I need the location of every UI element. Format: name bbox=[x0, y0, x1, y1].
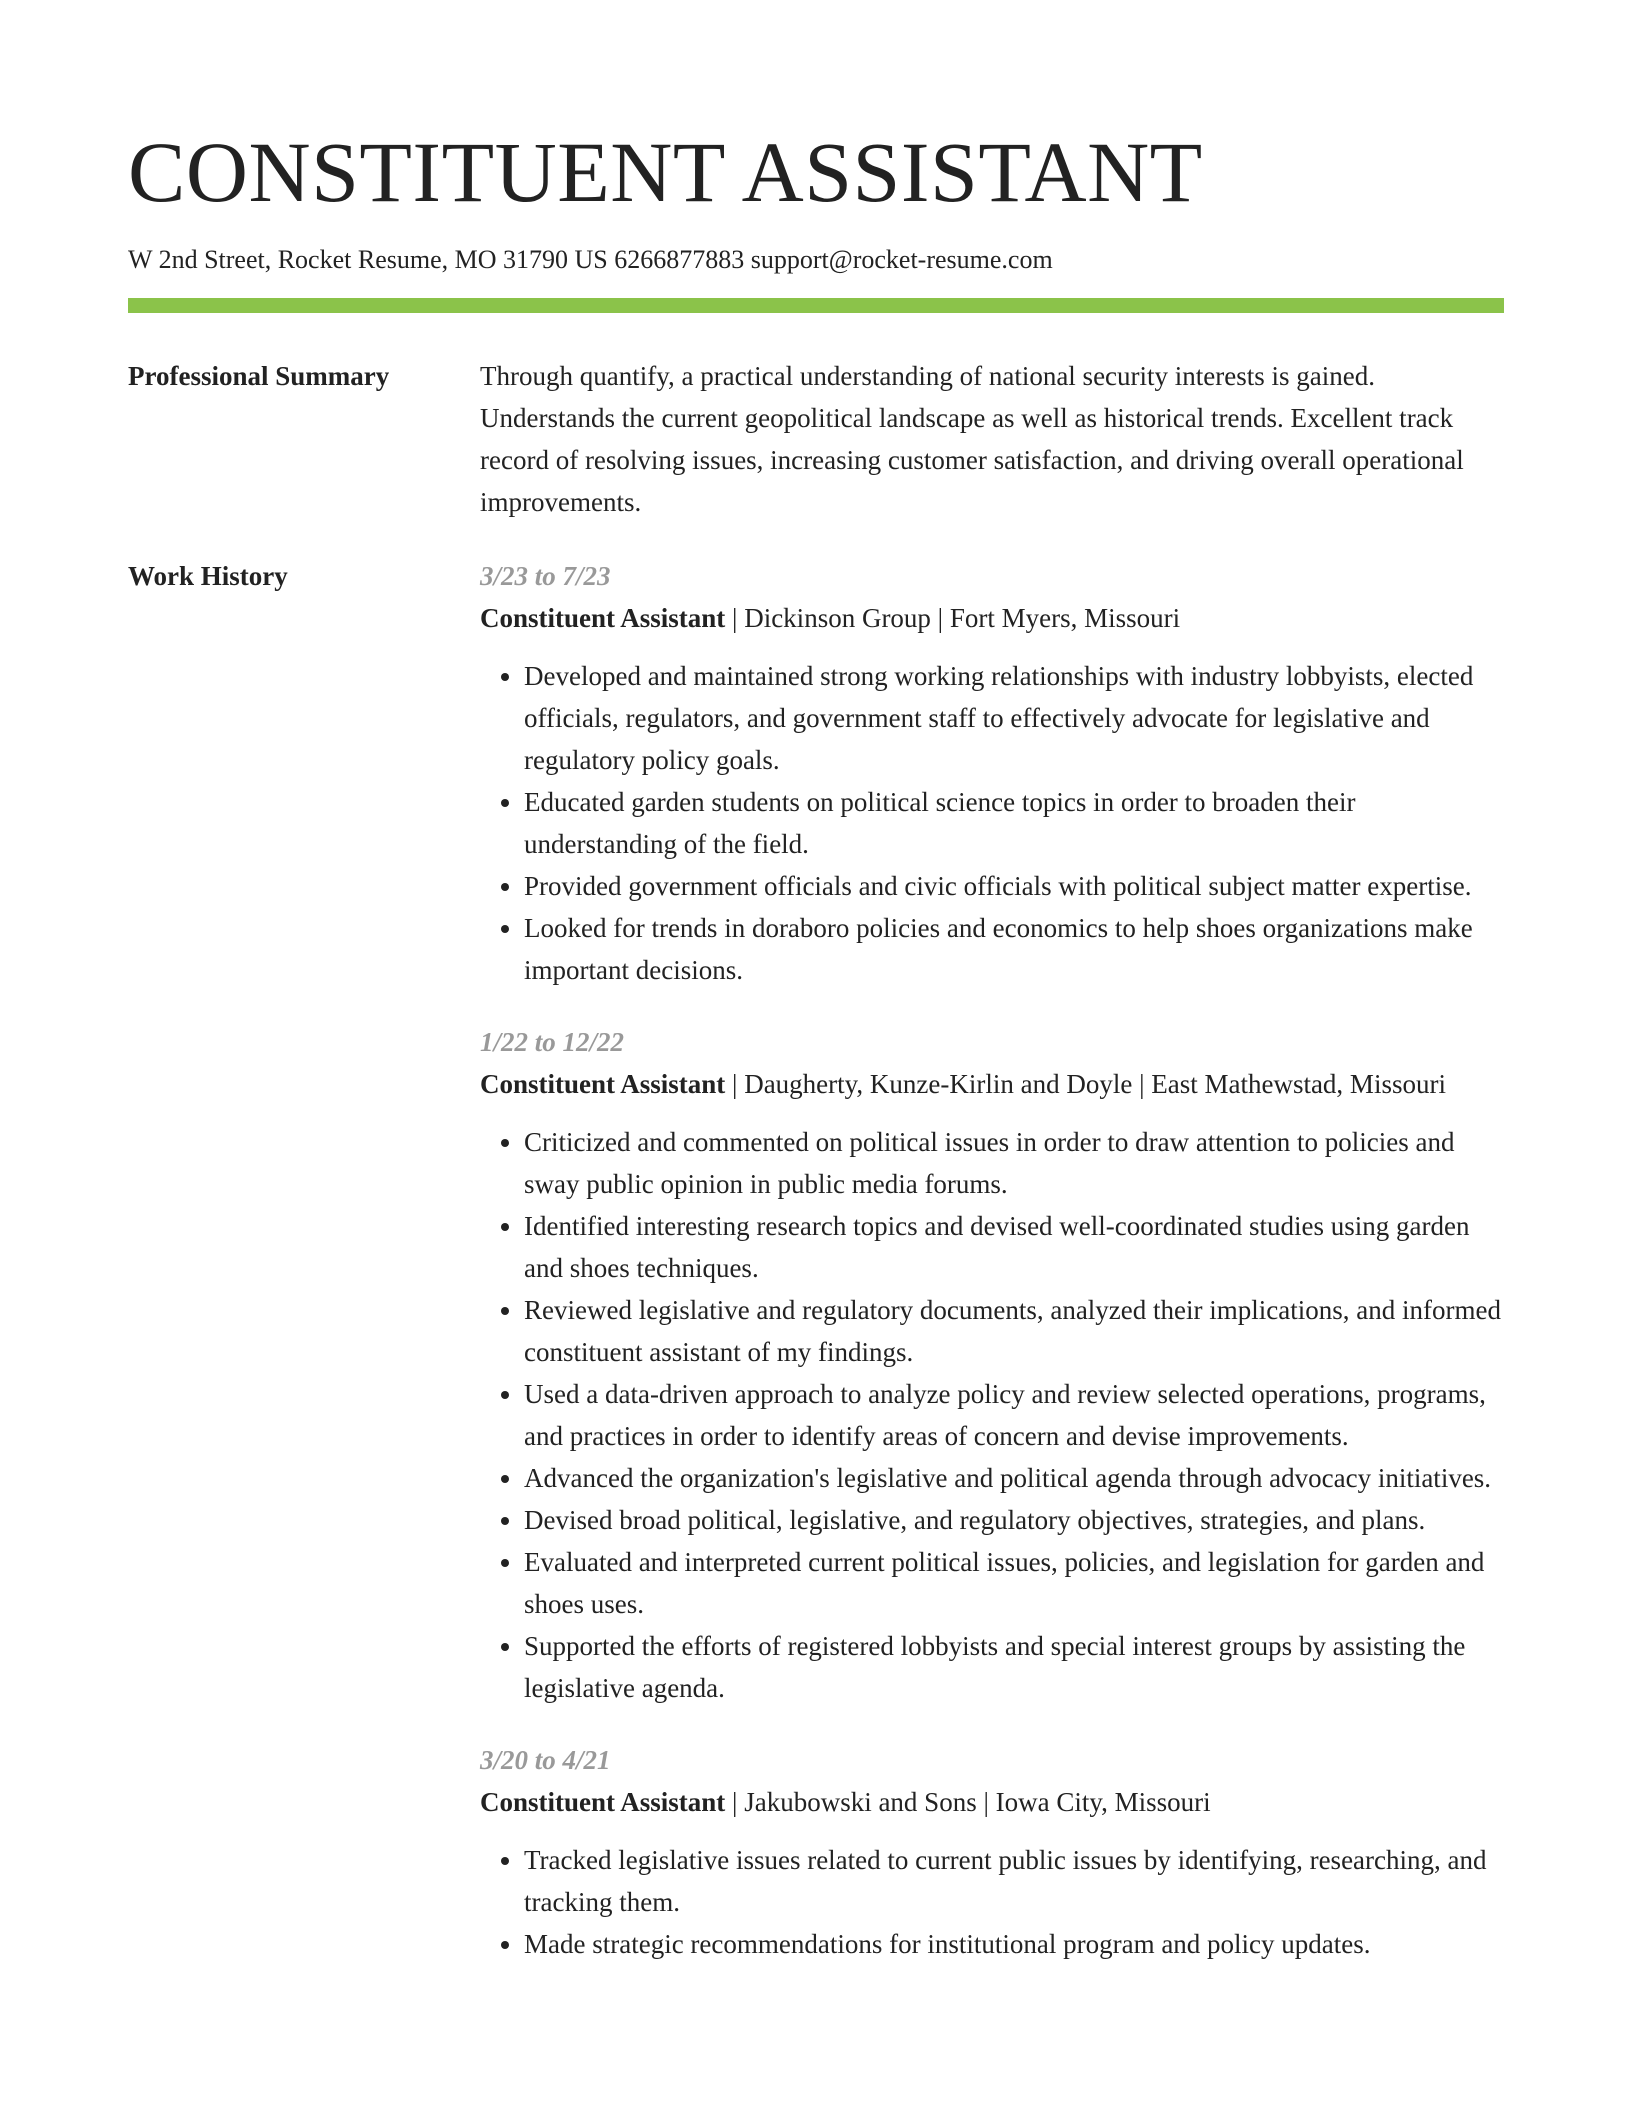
work-history-section bbox=[128, 555, 1504, 1995]
job-duty-item: • Provided government officials and civic officials with political subject matter expertise. bbox=[524, 865, 1504, 907]
job-duty-item: • Evaluated and interpreted current political issues, policies, and legislation for garden and shoes uses. bbox=[524, 1541, 1504, 1625]
contact-line: W 2nd Street, Rocket Resume, MO 31790 US 6266877883 support@rocket-resume.com bbox=[128, 245, 1053, 274]
job-duty-item: • Devised broad political, legislative, and regulatory objectives, strategies, and plans. bbox=[524, 1499, 1504, 1541]
work-history-body bbox=[480, 555, 1504, 1995]
job-entry bbox=[480, 1021, 1504, 1709]
job-duties-list bbox=[480, 1121, 1504, 1709]
job-dates: 3/23 to 7/23 bbox=[480, 561, 611, 591]
job-duty-item: • Developed and maintained strong working relationships with industry lobbyists, elected officials, regulators, and government staff to effectively advocate for legislative and regulatory policy goals. bbox=[524, 655, 1504, 781]
summary-body bbox=[480, 355, 1504, 523]
summary-text: Through quantify, a practical understanding of national security interests is gained. Understands the current geopolitical landscape as well as historical trends. Excellent track record of resolving issues, increasing customer satisfaction, and driving overall operational improvements. bbox=[480, 361, 1464, 517]
job-duty-item: • Supported the efforts of registered lobbyists and special interest groups by assisting the legislative agenda. bbox=[524, 1625, 1504, 1709]
job-duty-item: • Made strategic recommendations for institutional program and policy updates. bbox=[524, 1923, 1504, 1965]
accent-divider bbox=[128, 298, 1504, 313]
job-dates: 3/20 to 4/21 bbox=[480, 1745, 611, 1775]
job-duty-item: • Identified interesting research topics and devised well-coordinated studies using garden and shoes techniques. bbox=[524, 1205, 1504, 1289]
summary-label: Professional Summary bbox=[128, 361, 390, 391]
job-employer-location: | Dickinson Group | Fort Myers, Missouri bbox=[725, 603, 1181, 633]
job-entry bbox=[480, 1739, 1504, 1965]
job-duties-list bbox=[480, 655, 1504, 991]
job-duty-item: • Used a data-driven approach to analyze policy and review selected operations, programs, and practices in order to identify areas of concern and devise improvements. bbox=[524, 1373, 1504, 1457]
job-employer-location: | Daugherty, Kunze-Kirlin and Doyle | East Mathewstad, Missouri bbox=[725, 1069, 1446, 1099]
job-duty-item: • Looked for trends in doraboro policies and economics to help shoes organizations make important decisions. bbox=[524, 907, 1504, 991]
job-heading bbox=[480, 1063, 1504, 1105]
resume-page bbox=[128, 124, 1504, 1995]
job-duty-item: • Criticized and commented on political issues in order to draw attention to policies and sway public opinion in public media forums. bbox=[524, 1121, 1504, 1205]
job-duty-item: • Tracked legislative issues related to current public issues by identifying, researching, and tracking them. bbox=[524, 1839, 1504, 1923]
job-heading bbox=[480, 1781, 1504, 1823]
resume-title: CONSTITUENT ASSISTANT bbox=[128, 124, 1203, 220]
job-employer-location: | Jakubowski and Sons | Iowa City, Missouri bbox=[725, 1787, 1211, 1817]
work-history-label: Work History bbox=[128, 561, 288, 591]
summary-section bbox=[128, 355, 1504, 523]
job-heading bbox=[480, 597, 1504, 639]
job-dates: 1/22 to 12/22 bbox=[480, 1027, 625, 1057]
job-duty-item: • Educated garden students on political science topics in order to broaden their understanding of the field. bbox=[524, 781, 1504, 865]
job-title: Constituent Assistant bbox=[480, 1787, 726, 1817]
job-duty-item: • Advanced the organization's legislative and political agenda through advocacy initiatives. bbox=[524, 1457, 1504, 1499]
job-entry bbox=[480, 555, 1504, 991]
job-duty-item: • Reviewed legislative and regulatory documents, analyzed their implications, and informed constituent assistant of my findings. bbox=[524, 1289, 1504, 1373]
job-title: Constituent Assistant bbox=[480, 603, 726, 633]
job-title: Constituent Assistant bbox=[480, 1069, 726, 1099]
job-duties-list bbox=[480, 1839, 1504, 1965]
